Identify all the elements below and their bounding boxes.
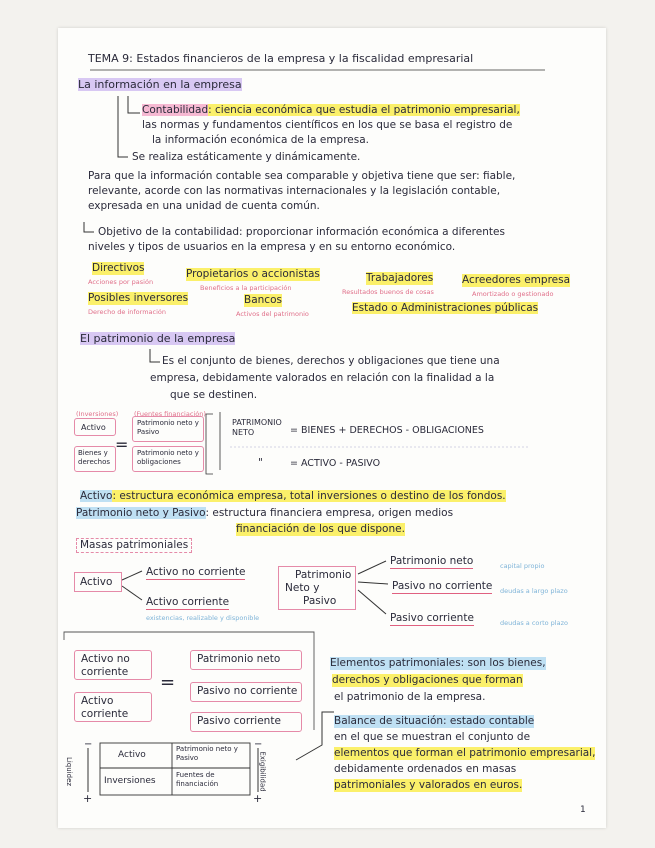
elementos-line3: el patrimonio de la empresa. [334, 691, 486, 703]
user-acreedores-note: Amortizado o gestionado [472, 290, 554, 298]
user-directivos-note: Acciones por pasión [88, 278, 154, 286]
tabla-pnp: Patrimonio neto y Pasivo [176, 745, 238, 762]
pn-obl-box [132, 446, 204, 472]
patrimonio-def-line3: que se destinen. [170, 389, 258, 401]
balance-def-line3: elementos que forman el patrimonio empresarial, [334, 747, 596, 759]
pnp-term: Patrimonio neto y Pasivo [76, 507, 206, 519]
branch-anc [122, 571, 142, 580]
para-line3: expresada en una unidad de cuenta común. [88, 200, 320, 212]
pnp-box [132, 416, 204, 442]
elementos-line1: Elementos patrimoniales: son los bienes, [330, 657, 546, 669]
activo-box [74, 418, 116, 436]
note-activo-corriente: existencias, realizable y disponible [146, 614, 260, 622]
balance-pnc-box [190, 682, 302, 702]
arrow-contabilidad [128, 96, 140, 113]
para-line2: relevante, acorde con las normativas internacionales y la legislación contable, [88, 185, 501, 197]
user-directivos: Directivos [92, 262, 145, 274]
contabilidad-line2: las normas y fundamentos científicos en los que se basa el registro de [142, 119, 513, 131]
masas-pnp-l2: Neto y [285, 582, 320, 594]
tabla-activo: Activo [118, 750, 146, 760]
liquidez-minus: − [84, 739, 93, 750]
user-estado-label: Estado o Administraciones públicas [352, 302, 539, 314]
balance-anc-label: Activo no corriente [81, 653, 130, 678]
exigibilidad-minus: − [254, 739, 263, 750]
masas-pnp-l3: Pasivo [303, 595, 337, 607]
branch-pc [358, 590, 386, 614]
masas-pnp-l1: Patrimonio [295, 569, 352, 581]
contabilidad-def: : ciencia económica que estudia el patrimonio empresarial, [208, 104, 520, 116]
section-heading-patrimonio: El patrimonio de la empresa [80, 332, 236, 345]
section-heading-informacion: La información en la empresa [78, 78, 242, 91]
arrow-realiza [118, 96, 128, 157]
note-pnc: deudas a largo plazo [500, 587, 568, 595]
tabla-fuentes: Fuentes de financiación [176, 771, 219, 788]
balance-pc-label: Pasivo corriente [197, 715, 281, 727]
user-inversores: Posibles inversores [88, 292, 189, 304]
liquidez-label: Liquidez [65, 756, 74, 787]
masas-pn: Patrimonio neto [390, 555, 474, 567]
branch-ac [122, 586, 142, 600]
exigibilidad-plus: + [253, 792, 263, 805]
page-title: TEMA 9: Estados financieros de la empresa y la fiscalidad empresarial [88, 52, 474, 65]
patrimonio-def-line2: empresa, debidamente valorados en relación con la finalidad a la [150, 372, 495, 384]
pnp-def: : estructura financiera empresa, origen medios [205, 507, 454, 519]
objetivo-line1: Objetivo de la contabilidad: proporcionar información económica a diferentes [98, 226, 505, 238]
activo-box-label: Activo [81, 423, 106, 432]
balance-anc-box [74, 650, 152, 680]
branch-pn [358, 561, 386, 574]
arrow-objetivo [84, 222, 94, 232]
patrimonio-neto-label: PATRIMONIO NETO [232, 418, 282, 437]
masas-activo-box [74, 572, 122, 592]
elementos-line2: derechos y obligaciones que forman [332, 674, 523, 686]
page-number: 1 [580, 805, 586, 815]
formula-2: = ACTIVO - PASIVO [290, 458, 381, 469]
user-inversores-note: Derecho de información [88, 308, 166, 316]
user-propietarios-note: Beneficios a la participación [200, 284, 292, 292]
masas-activo-c: Activo corriente [146, 596, 230, 608]
liquidez-plus: + [83, 792, 93, 805]
masas-pnp-box [278, 566, 356, 610]
formula-ditto: " [258, 457, 263, 469]
note-inversiones: (Inversiones) [76, 410, 119, 418]
note-pc: deudas a corto plazo [500, 619, 568, 627]
formula-1: = BIENES + DERECHOS - OBLIGACIONES [290, 425, 484, 436]
pn-obl-box-label: Patrimonio neto y obligaciones [137, 449, 199, 466]
user-bancos-note: Activos del patrimonio [236, 310, 309, 318]
user-bancos: Bancos [244, 294, 282, 306]
contabilidad-term: Contabilidad [142, 104, 209, 116]
activo-term: Activo [80, 490, 113, 502]
patrimonio-def-line1: Es el conjunto de bienes, derechos y obligaciones que tiene una [162, 355, 500, 367]
balance-pnc-label: Pasivo no corriente [197, 685, 298, 697]
user-propietarios: Propietarios o accionistas [186, 268, 320, 280]
balance-def-line1: Balance de situación: estado contable [334, 715, 535, 727]
eq-bracket [206, 414, 213, 474]
activo-def: : estructura económica empresa, total inversiones o destino de los fondos. [112, 490, 506, 502]
balance-def-line2: en el que se muestran el conjunto de [334, 731, 531, 743]
contabilidad-line3: la información económica de la empresa. [152, 134, 370, 146]
branch-pnc [358, 582, 388, 584]
balance-ac-box [74, 692, 152, 722]
user-estado [352, 302, 538, 315]
balance-def-line4: debidamente ordenados en masas [334, 763, 517, 775]
balance-pn-box [190, 650, 302, 670]
pnp-definition [76, 507, 453, 520]
masas-activo-label: Activo [80, 576, 113, 588]
balance-def-line5: patrimoniales y valorados en euros. [334, 779, 523, 791]
bienes-box-label: Bienes y derechos [78, 449, 110, 466]
user-acreedores: Acreedores empresa [462, 274, 571, 286]
para-line1: Para que la información contable sea comparable y objetiva tiene que ser: fiable, [88, 170, 516, 182]
user-trabajadores-note: Resultados buenos de cosas [342, 288, 434, 296]
balance-eq-sign: = [160, 672, 176, 693]
activo-definition [80, 490, 506, 503]
balance-pn-label: Patrimonio neto [197, 653, 281, 665]
realiza-text: Se realiza estáticamente y dinámicamente. [132, 151, 361, 163]
bienes-box [74, 446, 116, 472]
masas-activo-nc: Activo no corriente [146, 566, 246, 578]
pnp-box-label: Patrimonio neto y Pasivo [137, 419, 199, 436]
exigibilidad-label: Exigibilidad [258, 751, 267, 792]
contabilidad-line1 [142, 104, 520, 117]
arrow-patrimonio [150, 349, 160, 362]
masas-pnc: Pasivo no corriente [392, 580, 493, 592]
balance-pc-box [190, 712, 302, 732]
user-trabajadores: Trabajadores [366, 272, 434, 284]
masas-pc: Pasivo corriente [390, 612, 474, 624]
tabla-inversiones: Inversiones [104, 776, 156, 786]
pnp-def-line2: financiación de los que dispone. [236, 523, 405, 535]
balance-ac-label: Activo corriente [81, 695, 129, 720]
note-fuentes: (Fuentes financiación) [134, 410, 206, 418]
masas-heading: Masas patrimoniales [76, 538, 192, 553]
objetivo-line2: niveles y tipos de usuarios en la empresa y en su entorno económico. [88, 241, 456, 253]
eq-sign: = [115, 435, 129, 454]
note-pn: capital propio [500, 562, 545, 570]
